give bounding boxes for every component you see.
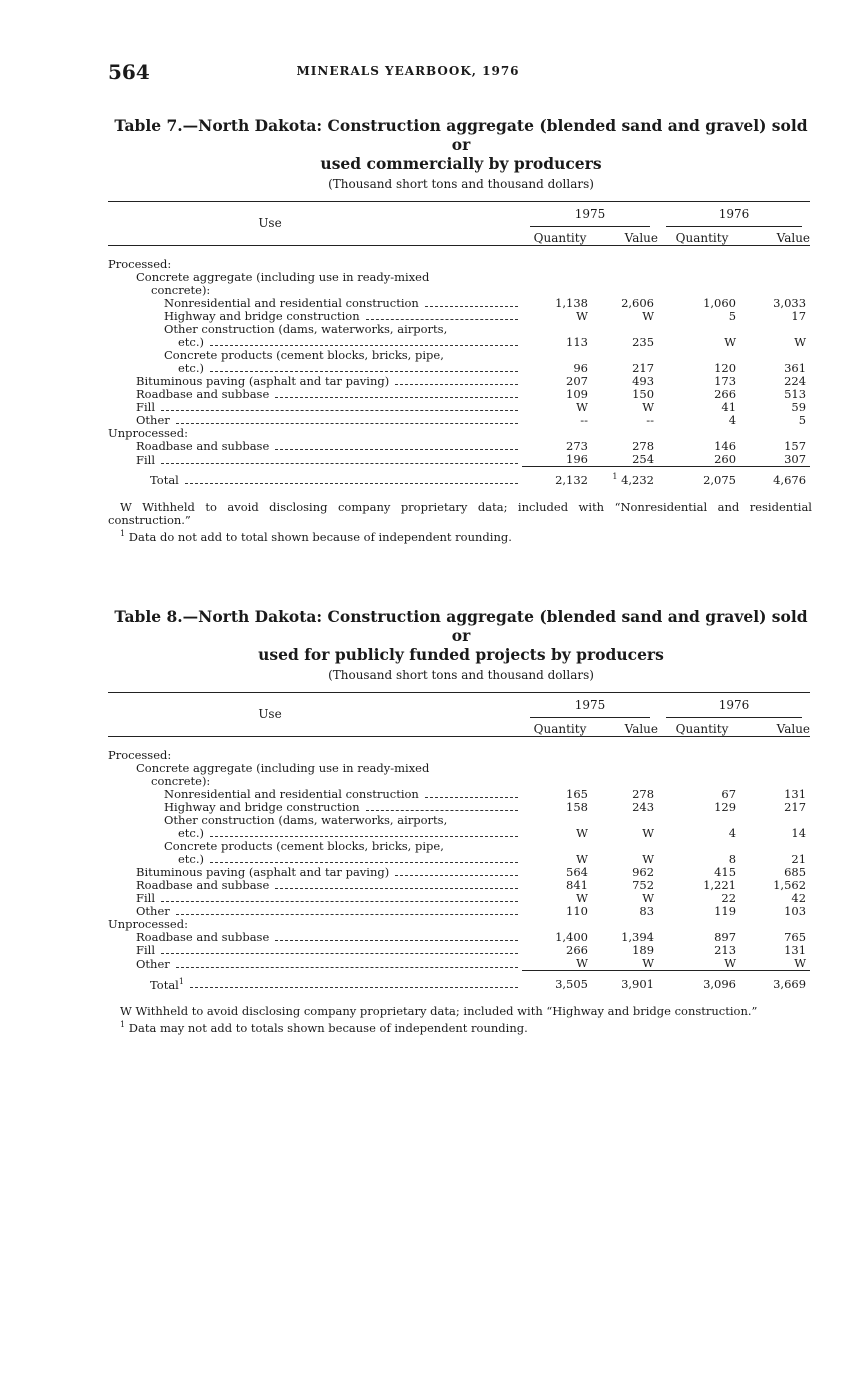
table-7-grid (108, 201, 810, 487)
cell-quantity-1975: W (576, 826, 588, 840)
cell-value-1975: 278 (632, 439, 655, 453)
table-row (108, 879, 810, 892)
cell-quantity-1976 (658, 737, 746, 763)
cell-value-1976: 103 (784, 904, 807, 918)
cell-quantity-1976: 1,060 (703, 296, 737, 310)
row-label: Bituminous paving (asphalt and tar paving) (136, 375, 390, 388)
cell-quantity-1976: 4 (728, 826, 737, 840)
table-row (108, 453, 810, 467)
table-8-title-line2: used for publicly funded projects by producers (258, 645, 664, 664)
cell-value-1975: W (642, 852, 655, 866)
cell-value-1976: W (794, 956, 807, 970)
row-label: Fill (136, 892, 156, 905)
table-row (108, 362, 810, 375)
row-label: Roadbase and subbase (136, 931, 270, 944)
total-quantity-1975: 3,505 (522, 971, 598, 992)
table-row (108, 918, 810, 931)
table-row (108, 957, 810, 971)
cell-value-1976: W (794, 335, 807, 349)
cell-quantity-1976 (658, 762, 746, 775)
table-row (108, 840, 810, 853)
cell-value-1976: 131 (784, 787, 807, 801)
table-row (108, 905, 810, 918)
cell-quantity-1976: 22 (721, 891, 737, 905)
cell-value-1975: 189 (632, 943, 655, 957)
cell-quantity-1975: W (576, 400, 588, 414)
leader-dots (275, 939, 518, 941)
cell-quantity-1976: 415 (714, 865, 737, 879)
table-row (108, 788, 810, 801)
cell-quantity-1975: 1,138 (555, 296, 588, 310)
cell-quantity-1975: 110 (566, 904, 588, 918)
row-label: Roadbase and subbase (136, 440, 270, 453)
cell-quantity-1975: 1,400 (555, 930, 588, 944)
cell-quantity-1975 (522, 737, 598, 763)
cell-value-1976: 224 (784, 374, 807, 388)
leader-dots (210, 344, 518, 346)
table-row (108, 931, 810, 944)
leader-dots (366, 318, 518, 320)
column-header-use: Use (108, 202, 522, 246)
table-row (108, 827, 810, 840)
column-header-year-1976: 1976 (658, 202, 810, 233)
cell-quantity-1976: 4 (728, 413, 737, 427)
cell-quantity-1975: 841 (566, 878, 588, 892)
cell-quantity-1976: 41 (721, 400, 737, 414)
cell-quantity-1975: -- (580, 413, 588, 427)
table-8-title-line1: Table 8.—North Dakota: Construction aggregate (blended sand and gravel) sold or (114, 607, 808, 645)
cell-quantity-1975: 165 (566, 787, 588, 801)
row-label: Roadbase and subbase (136, 388, 270, 401)
cell-value-1976: 157 (784, 439, 807, 453)
cell-quantity-1976: 173 (714, 374, 737, 388)
cell-quantity-1976 (658, 246, 746, 272)
row-label: Highway and bridge construction (164, 310, 360, 323)
table-row (108, 737, 810, 763)
total-label: Total (150, 472, 179, 487)
row-label: Other (136, 905, 170, 918)
cell-quantity-1975: 266 (566, 943, 588, 957)
table-8-footnotes (108, 1005, 812, 1035)
cell-value-1975: W (642, 309, 655, 323)
row-label: Fill (136, 401, 156, 414)
cell-value-1976: 513 (784, 387, 807, 401)
cell-value-1976: 17 (791, 309, 807, 323)
cell-value-1976: 131 (784, 943, 807, 957)
total-value-1976: 4,676 (746, 467, 810, 487)
table-row (108, 349, 810, 362)
row-label: Fill (136, 453, 156, 467)
table-8-body (108, 737, 810, 971)
cell-value-1976: 685 (784, 865, 807, 879)
leader-dots (176, 913, 518, 915)
column-header-value-1976: Value (746, 232, 810, 246)
total-row (108, 467, 810, 487)
row-label: concrete): (151, 775, 211, 788)
leader-dots (425, 305, 518, 307)
cell-quantity-1976: 266 (714, 387, 737, 401)
cell-value-1976: 1,562 (773, 878, 807, 892)
cell-quantity-1975: 113 (566, 335, 588, 349)
table-row (108, 375, 810, 388)
cell-value-1975: 254 (632, 452, 655, 466)
cell-value-1975: -- (646, 413, 655, 427)
table-row (108, 801, 810, 814)
footnote-withheld: W Withheld to avoid disclosing company proprietary data; included with “Nonresidential and residential construction.” (108, 499, 812, 527)
cell-quantity-1975: 207 (566, 374, 588, 388)
row-label: Bituminous paving (asphalt and tar paving) (136, 866, 390, 879)
cell-quantity-1976: W (724, 956, 737, 970)
leader-dots (176, 966, 518, 968)
cell-quantity-1976: 129 (714, 800, 737, 814)
cell-value-1976 (746, 737, 810, 763)
table-row (108, 297, 810, 310)
cell-value-1976: 3,033 (773, 296, 807, 310)
cell-value-1975: 2,606 (621, 296, 655, 310)
leader-dots (161, 462, 518, 464)
cell-value-1975: 217 (632, 361, 655, 375)
leader-dots (275, 396, 518, 398)
footnote-rounding: $^1$ Data may not add to totals shown because of independent rounding. (120, 1020, 528, 1036)
total-value-1975: 3,901 (598, 971, 658, 992)
cell-value-1975: W (642, 826, 655, 840)
page-number: 564 (108, 60, 150, 84)
cell-quantity-1976: 260 (714, 452, 737, 466)
cell-value-1975: 150 (632, 387, 655, 401)
table-row (108, 892, 810, 905)
cell-quantity-1975: 564 (566, 865, 588, 879)
cell-quantity-1975: W (576, 891, 588, 905)
leader-dots (275, 448, 518, 450)
table-row (108, 271, 810, 284)
cell-quantity-1976: W (724, 335, 737, 349)
leader-dots (176, 422, 518, 424)
table-row (108, 440, 810, 453)
cell-value-1976: 5 (798, 413, 807, 427)
cell-value-1976: 42 (791, 891, 807, 905)
cell-quantity-1975: W (576, 852, 588, 866)
total-label-footnote-mark: 1 (178, 976, 184, 986)
table-row (108, 814, 810, 827)
table-row (108, 323, 810, 336)
table-8-total (108, 971, 810, 992)
journal-title: MINERALS YEARBOOK, 1976 (296, 64, 520, 78)
cell-value-1975: 83 (639, 904, 655, 918)
column-header-quantity-1976: Quantity (658, 723, 746, 737)
cell-value-1975: 278 (632, 787, 655, 801)
total-value-1976: 3,669 (746, 971, 810, 992)
table-7-footnotes (108, 501, 812, 544)
column-header-quantity-1976: Quantity (658, 232, 746, 246)
row-label: Other construction (dams, waterworks, airports, (164, 814, 448, 827)
table-row (108, 246, 810, 272)
cell-quantity-1976: 119 (714, 904, 737, 918)
cell-quantity-1975: 196 (566, 452, 588, 466)
cell-value-1976: 21 (791, 852, 807, 866)
cell-quantity-1976: 8 (728, 852, 737, 866)
cell-quantity-1975 (522, 762, 598, 775)
cell-quantity-1976: 146 (714, 439, 737, 453)
table-7-subtitle: (Thousand short tons and thousand dollars) (328, 177, 594, 191)
cell-value-1975: 752 (632, 878, 655, 892)
cell-value-1975: 1,394 (621, 930, 655, 944)
table-8 (108, 607, 814, 1035)
cell-value-1975: W (642, 956, 655, 970)
cell-quantity-1976 (658, 271, 746, 284)
row-label: Roadbase and subbase (136, 879, 270, 892)
cell-value-1975: 235 (632, 335, 655, 349)
table-row (108, 853, 810, 866)
cell-quantity-1975: 273 (566, 439, 588, 453)
row-label: etc.) (178, 362, 205, 375)
total-label: Total (150, 977, 179, 992)
column-header-quantity-1975: Quantity (522, 723, 598, 737)
leader-dots (161, 900, 518, 902)
cell-value-1975: W (642, 400, 655, 414)
cell-value-1975: 962 (632, 865, 655, 879)
leader-dots (395, 874, 518, 876)
column-header-use: Use (108, 693, 522, 737)
row-label: Concrete products (cement blocks, bricks, pipe, (164, 349, 444, 362)
cell-quantity-1975: 158 (566, 800, 588, 814)
footnote-rounding: $^1$ Data do not add to total shown because of independent rounding. (120, 528, 512, 544)
cell-value-1975 (598, 737, 658, 763)
cell-value-1975 (598, 246, 658, 272)
row-label: etc.) (178, 853, 205, 866)
cell-value-1975: 493 (632, 374, 655, 388)
row-label: Processed: (108, 257, 172, 271)
table-row (108, 427, 810, 440)
table-row (108, 388, 810, 401)
column-header-value-1975: Value (598, 723, 658, 737)
leader-dots (161, 952, 518, 954)
row-label: Other (136, 414, 170, 427)
table-row (108, 944, 810, 957)
row-label: concrete): (151, 284, 211, 297)
footnote-withheld: W Withheld to avoid disclosing company proprietary data; included with “Highway and bridge construction.” (120, 1004, 758, 1019)
table-row (108, 762, 810, 775)
cell-value-1975: W (642, 891, 655, 905)
table-row (108, 775, 810, 788)
column-header-value-1975: Value (598, 232, 658, 246)
total-quantity-1976: 3,096 (658, 971, 746, 992)
cell-quantity-1976: 1,221 (703, 878, 737, 892)
total-row (108, 971, 810, 992)
cell-quantity-1975: 109 (566, 387, 588, 401)
leader-dots (395, 383, 518, 385)
row-label: etc.) (178, 336, 205, 349)
table-row (108, 336, 810, 349)
cell-quantity-1975 (522, 271, 598, 284)
column-header-year-1975: 1975 (522, 693, 658, 724)
total-quantity-1975: 2,132 (522, 467, 598, 487)
running-header (108, 60, 814, 90)
total-quantity-1976: 2,075 (658, 467, 746, 487)
table-row (108, 414, 810, 427)
table-row (108, 401, 810, 414)
row-label: Unprocessed: (108, 427, 188, 440)
cell-quantity-1976: 897 (714, 930, 737, 944)
row-label: Nonresidential and residential construction (164, 297, 419, 310)
table-8-grid (108, 692, 810, 991)
leader-dots (210, 370, 518, 372)
cell-value-1975: 243 (632, 800, 655, 814)
row-label: Concrete products (cement blocks, bricks, pipe, (164, 840, 444, 853)
column-header-value-1976: Value (746, 723, 810, 737)
row-label: Nonresidential and residential construction (164, 788, 419, 801)
cell-quantity-1975: W (576, 956, 588, 970)
table-8-subtitle: (Thousand short tons and thousand dollars) (328, 668, 594, 682)
row-label: Processed: (108, 748, 172, 762)
cell-quantity-1976: 67 (721, 787, 737, 801)
cell-value-1976: 217 (784, 800, 807, 814)
cell-value-1976: 14 (791, 826, 807, 840)
cell-quantity-1976: 5 (728, 309, 737, 323)
column-header-quantity-1975: Quantity (522, 232, 598, 246)
column-header-year-1976: 1976 (658, 693, 810, 724)
leader-dots (425, 796, 518, 798)
table-7-title-line1: Table 7.—North Dakota: Construction aggregate (blended sand and gravel) sold or (114, 116, 808, 154)
table-7-title-line2: used commercially by producers (320, 154, 602, 173)
cell-quantity-1975 (522, 246, 598, 272)
column-header-year-1975: 1975 (522, 202, 658, 233)
row-label: etc.) (178, 827, 205, 840)
cell-value-1976 (746, 246, 810, 272)
table-row (108, 310, 810, 323)
leader-dots (366, 809, 518, 811)
cell-value-1976: 765 (784, 930, 807, 944)
cell-value-1976: 59 (791, 400, 807, 414)
leader-dots (210, 861, 518, 863)
total-value-1975-footnote-mark: 1 (612, 472, 618, 481)
row-label: Highway and bridge construction (164, 801, 360, 814)
leader-dots (275, 887, 518, 889)
cell-value-1976 (746, 762, 810, 775)
row-label: Concrete aggregate (including use in ready-mixed (136, 271, 430, 284)
table-7-total (108, 467, 810, 487)
cell-value-1975 (598, 271, 658, 284)
row-label: Fill (136, 944, 156, 957)
cell-quantity-1975: 96 (573, 361, 588, 375)
cell-value-1976: 307 (784, 452, 807, 466)
cell-value-1976 (746, 271, 810, 284)
row-label: Unprocessed: (108, 918, 188, 931)
cell-value-1976: 361 (784, 361, 807, 375)
row-label: Other (136, 957, 170, 971)
total-value-1975: 4,232 (621, 472, 655, 487)
table-7-body (108, 246, 810, 467)
cell-quantity-1975: W (576, 309, 588, 323)
cell-quantity-1976: 120 (714, 361, 737, 375)
table-7 (108, 116, 814, 544)
row-label: Other construction (dams, waterworks, airports, (164, 323, 448, 336)
row-label: Concrete aggregate (including use in ready-mixed (136, 762, 430, 775)
leader-dots (161, 409, 518, 411)
leader-dots (210, 835, 518, 837)
cell-value-1975 (598, 762, 658, 775)
cell-quantity-1976: 213 (714, 943, 737, 957)
